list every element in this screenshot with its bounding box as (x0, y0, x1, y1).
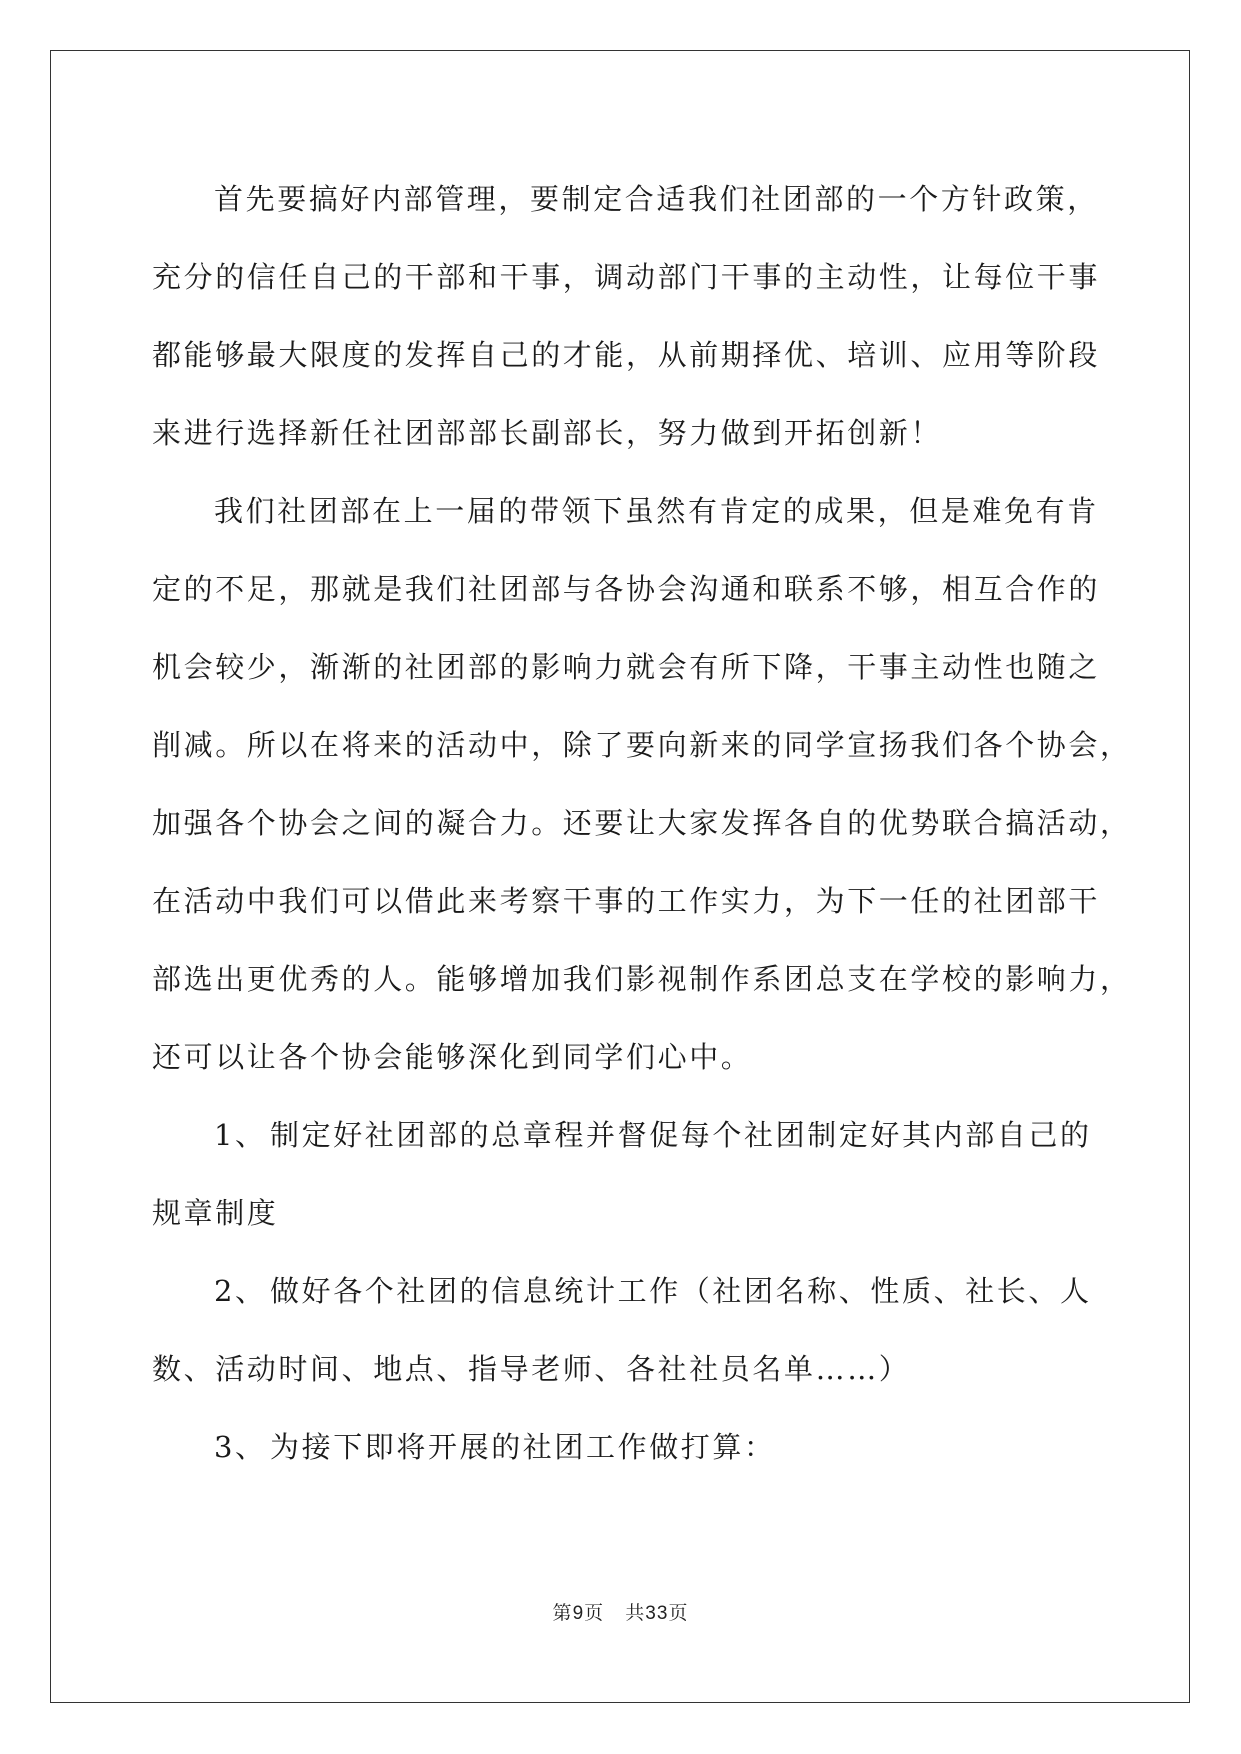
footer-page-suffix: 页 (584, 1602, 605, 1624)
list-number: 1、 (214, 1118, 267, 1152)
list-item-line (152, 1096, 1092, 1174)
paragraph-line: 来进行选择新任社团部部长副部长，努力做到开拓创新！ (152, 416, 943, 450)
list-text: 为接下即将开展的社团工作做打算： (270, 1430, 776, 1464)
paragraph-2 (152, 472, 1132, 1096)
list-item-line (152, 1408, 1092, 1486)
paragraph-line: 还可以让各个协会能够深化到同学们心中。 (152, 1040, 753, 1074)
list-item-line: 规章制度 (152, 1196, 279, 1230)
footer-total-pages: 33 (645, 1603, 669, 1624)
page-footer (0, 1598, 1241, 1625)
paragraph-1 (152, 160, 1101, 472)
list-number: 2、 (214, 1274, 267, 1308)
paragraph-line: 首先要搞好内部管理，要制定合适我们社团部的一个方针政策， (214, 182, 1099, 216)
list-item-line: 数、活动时间、地点、指导老师、各社社员名单……） (152, 1352, 911, 1386)
footer-prefix: 第 (552, 1602, 573, 1624)
footer-page-number: 9 (572, 1603, 585, 1624)
paragraph-line: 削减。所以在将来的活动中，除了要向新来的同学宣扬我们各个协会， (152, 728, 1132, 762)
list-item-1 (152, 1096, 1092, 1252)
document-body (152, 160, 1132, 1486)
paragraph-line: 充分的信任自己的干部和干事，调动部门干事的主动性，让每位干事 (152, 260, 1101, 294)
footer-total-suffix: 页 (668, 1602, 689, 1624)
paragraph-line: 在活动中我们可以借此来考察干事的工作实力，为下一任的社团部干 (152, 884, 1101, 918)
list-item-2 (152, 1252, 1092, 1408)
list-number: 3、 (214, 1430, 267, 1464)
list-text: 做好各个社团的信息统计工作（社团名称、性质、社长、人 (270, 1274, 1092, 1308)
paragraph-line: 定的不足，那就是我们社团部与各协会沟通和联系不够，相互合作的 (152, 572, 1101, 606)
list-text: 制定好社团部的总章程并督促每个社团制定好其内部自己的 (270, 1118, 1092, 1152)
paragraph-line: 我们社团部在上一届的带领下虽然有肯定的成果，但是难免有肯 (214, 494, 1099, 528)
list-item-3 (152, 1408, 1092, 1486)
paragraph-line: 部选出更优秀的人。能够增加我们影视制作系团总支在学校的影响力， (152, 962, 1132, 996)
paragraph-line: 加强各个协会之间的凝合力。还要让大家发挥各自的优势联合搞活动， (152, 806, 1132, 840)
footer-total-prefix: 共 (625, 1602, 646, 1624)
list-item-line (152, 1252, 1092, 1330)
paragraph-line: 机会较少，渐渐的社团部的影响力就会有所下降，干事主动性也随之 (152, 650, 1101, 684)
paragraph-line: 都能够最大限度的发挥自己的才能，从前期择优、培训、应用等阶段 (152, 338, 1101, 372)
